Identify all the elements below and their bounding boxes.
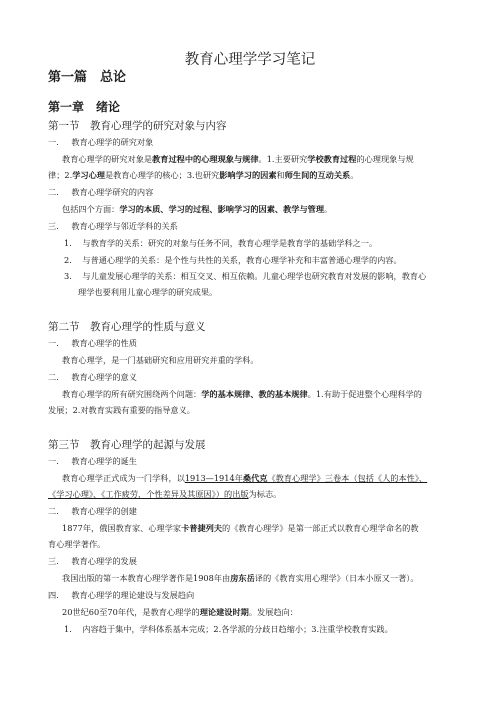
paragraph: 发展；2.对教育实践有重要的指导意义。 <box>48 405 195 415</box>
text-run: 。1.有助于促进整个心理科学的 <box>307 389 422 399</box>
paragraph <box>62 154 414 165</box>
chapter-heading: 第一章 绪论 <box>48 100 121 114</box>
outline-label: 教育心理学的创建 <box>71 506 137 516</box>
outline-item <box>48 137 153 148</box>
underlined-text: 《学习心理》、《工作疲劳，个性差异及其原因》）的出版 <box>48 489 249 499</box>
list-item <box>64 271 426 282</box>
paragraph <box>62 473 427 484</box>
emphasis-text: 学习的本质、学习的过程、影响学习的因素、教学与管理 <box>119 204 325 214</box>
outline-label: 教育心理学的理论建设与发展趋向 <box>71 590 195 600</box>
paragraph <box>48 489 281 500</box>
emphasis-text: 卡普捷列夫 <box>181 523 223 533</box>
outline-marker: 二. <box>48 372 59 382</box>
text-run: 是教育心理学的核心；3.也研究 <box>104 170 220 180</box>
list-item-continuation: 理学也要利用儿童心理学的研究成果。 <box>78 287 218 297</box>
outline-item <box>48 372 137 383</box>
outline-item <box>48 338 137 349</box>
outline-label: 教育心理学的发展 <box>71 556 137 566</box>
text-run: 1877年，俄国教育家、心理学家 <box>62 523 182 533</box>
outline-label: 教育心理学的性质 <box>71 338 137 348</box>
document-title: 教育心理学学习笔记 <box>184 52 316 68</box>
text-run: 包括四个方面： <box>62 204 120 214</box>
outline-item <box>48 221 178 232</box>
emphasis-text: 房东岳 <box>230 573 255 583</box>
paragraph <box>62 607 298 618</box>
outline-item <box>48 187 153 198</box>
list-item <box>64 624 393 635</box>
outline-label: 教育心理学与邻近学科的关系 <box>71 221 178 231</box>
text-run: 教育心理学正式成为一门学科，以 <box>62 473 185 483</box>
outline-item <box>48 506 137 517</box>
outline-marker: 三. <box>48 556 59 566</box>
emphasis-text: 教育过程中的心理现象与规律 <box>152 154 259 164</box>
list-number: 1. <box>64 624 72 634</box>
outline-item <box>48 590 194 601</box>
section-heading: 第一节 教育心理学的研究对象与内容 <box>48 120 227 132</box>
list-number: 2. <box>64 255 72 265</box>
list-item <box>64 238 377 249</box>
paragraph: 育心理学著作。 <box>48 539 106 549</box>
list-text: 与儿童发展心理学的关系：相互交叉、相互依赖。儿童心理学也研究教育对发展的影响，教育心 <box>82 271 427 281</box>
emphasis-text: 师生间的互动关系 <box>284 170 351 180</box>
emphasis-text: 理论建设时期 <box>199 607 249 617</box>
text-run: 我国出版的第一本教育心理学著作是1908年由 <box>62 573 231 583</box>
text-run: 20世纪60至70年代，是教育心理学的 <box>62 607 200 617</box>
outline-label: 教育心理学的研究对象 <box>71 137 154 147</box>
text-run: 译的《教育实用心理学》（日本小原又一著）。 <box>254 573 419 583</box>
text-run: 教育心理学的所有研究围绕两个问题： <box>62 389 202 399</box>
outline-marker: 一. <box>48 137 59 147</box>
text-run: 律；2. <box>48 170 73 180</box>
underlined-text: 1913—1914年 <box>184 473 243 483</box>
list-text: 内容趋于集中，学科体系基本完成；2.各学派的分歧日趋缩小；3.注重学校教育实践。 <box>82 624 393 634</box>
list-item <box>64 255 402 266</box>
paragraph <box>62 204 332 215</box>
emphasis-text: 学的基本规律、教的基本规律 <box>201 389 308 399</box>
text-run: 。 <box>350 170 359 180</box>
outline-item <box>48 456 137 467</box>
outline-label: 教育心理学研究的内容 <box>71 187 154 197</box>
outline-marker: 一. <box>48 456 59 466</box>
outline-marker: 一. <box>48 338 59 348</box>
list-text: 与教育学的关系：研究的对象与任务不同，教育心理学是教育学的基础学科之一。 <box>82 238 378 248</box>
emphasis-text: 学校教育过程 <box>307 154 357 164</box>
text-run: 的心理现象与规 <box>356 154 414 164</box>
emphasis-text: 桑代克 <box>242 473 268 483</box>
section-heading: 第三节 教育心理学的起源与发展 <box>48 439 206 451</box>
list-number: 3. <box>64 271 72 281</box>
emphasis-text: 影响学习的因素 <box>219 170 277 180</box>
outline-label: 教育心理学的诞生 <box>71 456 137 466</box>
emphasis-text: 学习心理 <box>72 170 105 180</box>
text-run: 的《教育心理学》是第一部正式以教育心理学命名的教 <box>222 523 419 533</box>
outline-marker: 四. <box>48 590 59 600</box>
text-run: 。发展趋向： <box>248 607 298 617</box>
text-run: 。1.主要研究 <box>258 154 308 164</box>
section-heading: 第二节 教育心理学的性质与意义 <box>48 321 206 333</box>
outline-marker: 二. <box>48 187 59 197</box>
text-run: 和 <box>276 170 285 180</box>
list-number: 1. <box>64 238 72 248</box>
part-heading: 第一篇 总论 <box>48 70 127 85</box>
outline-marker: 三. <box>48 221 59 231</box>
paragraph: 教育心理学，是一门基础研究和应用研究并重的学科。 <box>62 355 259 365</box>
paragraph <box>48 170 358 181</box>
underlined-text: 《教育心理学》三卷本（包括《人的本性》、 <box>267 473 428 483</box>
list-text: 与普通心理学的关系：是个性与共性的关系，教育心理学补充和丰富普通心理学的内容。 <box>82 255 402 265</box>
paragraph <box>62 573 419 584</box>
outline-marker: 二. <box>48 506 59 516</box>
text-run: 教育心理学的研究对象是 <box>62 154 153 164</box>
outline-label: 教育心理学的意义 <box>71 372 137 382</box>
outline-item <box>48 556 137 567</box>
paragraph <box>62 523 419 534</box>
text-run: 为标志。 <box>248 489 282 499</box>
paragraph <box>62 389 422 400</box>
text-run: 。 <box>324 204 333 214</box>
